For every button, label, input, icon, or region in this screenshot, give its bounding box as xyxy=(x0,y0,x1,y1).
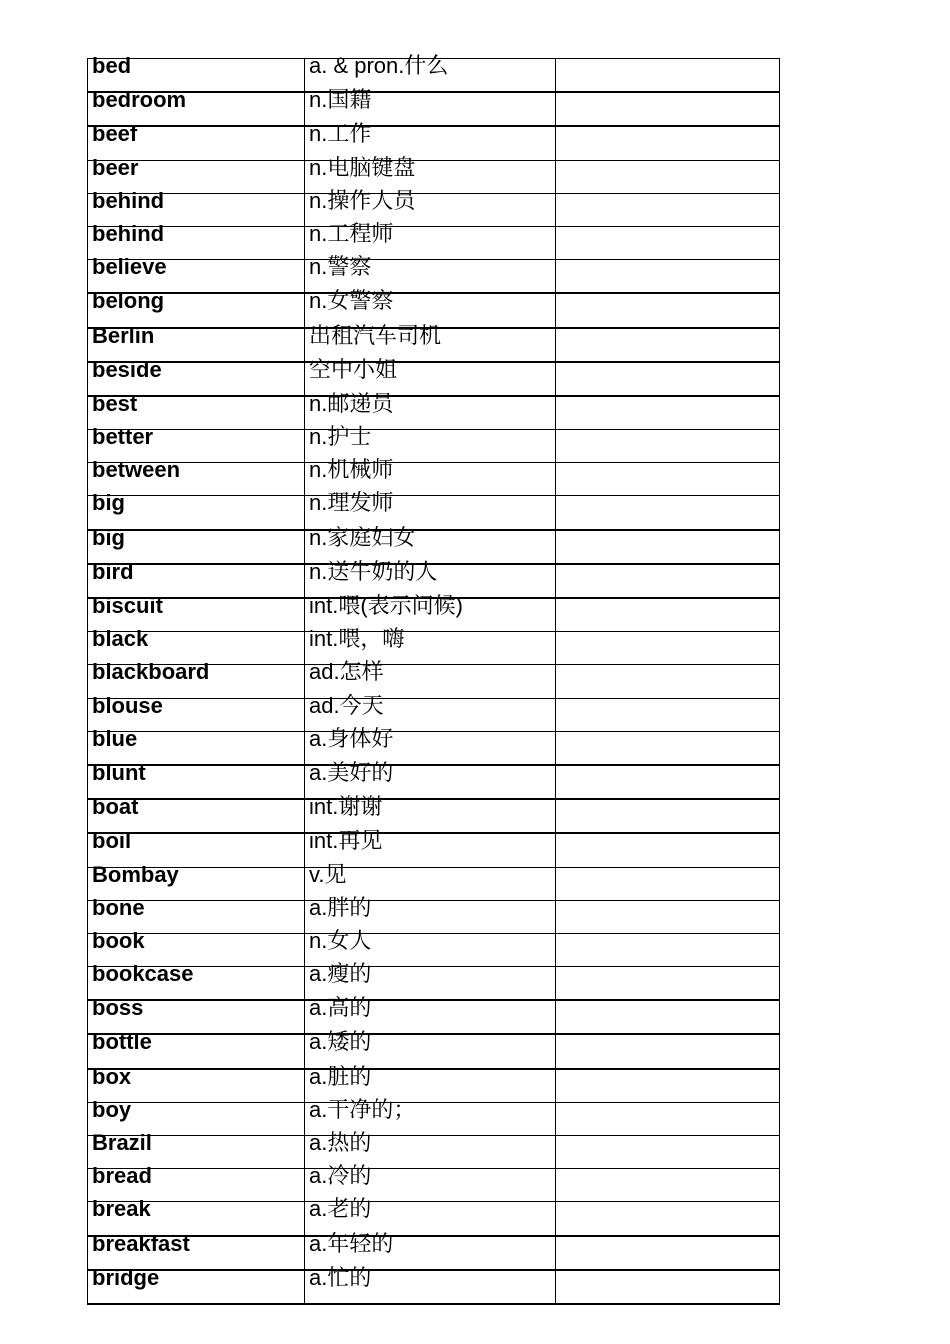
meaning-text: a.瘦的 xyxy=(309,961,372,987)
meaning-text: n.国籍 xyxy=(309,87,372,113)
meaning-text: n.送牛奶的人 xyxy=(309,558,438,584)
meaning-text: n.机械师 xyxy=(309,457,394,483)
blank-cell xyxy=(556,92,780,126)
table-row xyxy=(88,833,780,867)
blank-cell xyxy=(556,193,780,226)
blank-cell xyxy=(556,530,780,564)
table-row xyxy=(88,126,780,160)
table-row xyxy=(88,731,780,765)
blank-cell xyxy=(556,967,780,1001)
meaning-text: 空中小姐 xyxy=(309,356,398,382)
meaning-text: a.年轻的 xyxy=(309,1230,394,1256)
table-row xyxy=(88,1169,780,1202)
blank-cell xyxy=(556,799,780,833)
word-text: bread xyxy=(92,1163,152,1189)
table-row xyxy=(88,598,780,632)
blank-cell xyxy=(556,293,780,327)
table-row xyxy=(88,463,780,496)
word-text: Bombay xyxy=(92,861,179,887)
blank-cell xyxy=(556,1136,780,1169)
meaning-text: n.女人 xyxy=(309,927,372,953)
table-row xyxy=(88,799,780,833)
meaning-text: n.邮递员 xyxy=(309,390,394,416)
word-text: bedroom xyxy=(92,87,187,113)
table-row xyxy=(88,1034,780,1068)
blank-cell xyxy=(556,463,780,496)
meaning-text: int.喂，嗨 xyxy=(309,626,405,652)
meaning-text: int.谢谢 xyxy=(309,794,383,820)
meaning-text: a.老的 xyxy=(309,1196,372,1222)
word-text: better xyxy=(92,424,154,450)
blank-cell xyxy=(556,126,780,160)
table-row xyxy=(88,1202,780,1236)
table-row xyxy=(88,967,780,1001)
word-text: boy xyxy=(92,1096,132,1122)
word-text: Brazil xyxy=(92,1130,152,1155)
meaning-text: 出租汽车司机 xyxy=(309,322,442,348)
word-text: bed xyxy=(92,53,132,78)
meaning-text: n.家庭妇女 xyxy=(309,524,416,550)
blank-cell xyxy=(556,900,780,933)
meaning-text: a.干净的； xyxy=(309,1096,416,1122)
table-row xyxy=(88,1270,780,1304)
meaning-text: a.胖的 xyxy=(309,894,372,920)
word-text: between xyxy=(92,457,181,483)
table-row xyxy=(88,362,780,396)
word-text: beside xyxy=(92,356,162,382)
word-text: boat xyxy=(92,794,139,820)
table-row xyxy=(88,1069,780,1103)
word-text: boss xyxy=(92,995,144,1021)
word-text: big xyxy=(92,490,125,516)
blank-cell xyxy=(556,260,780,294)
word-text: big xyxy=(92,524,125,550)
word-text: break xyxy=(92,1196,151,1222)
blank-cell xyxy=(556,731,780,765)
blank-cell xyxy=(556,1236,780,1270)
word-text: best xyxy=(92,390,138,416)
blank-cell xyxy=(556,226,780,259)
blank-cell xyxy=(556,59,780,93)
vocabulary-table-body xyxy=(88,53,780,1304)
table-row xyxy=(88,1136,780,1169)
blank-cell xyxy=(556,362,780,396)
table-row xyxy=(88,698,780,731)
word-text: black xyxy=(92,626,149,652)
word-text: beer xyxy=(92,154,139,180)
table-row xyxy=(88,396,780,430)
meaning-text: ad.今天 xyxy=(309,692,384,718)
word-text: bottle xyxy=(92,1029,152,1055)
meaning-text: n.电脑键盘 xyxy=(309,154,416,180)
word-text: behind xyxy=(92,187,165,213)
table-row xyxy=(88,867,780,900)
blank-cell xyxy=(556,564,780,598)
blank-cell xyxy=(556,632,780,665)
table-row xyxy=(88,1236,780,1270)
blank-cell xyxy=(556,665,780,698)
blank-cell xyxy=(556,430,780,463)
meaning-text: n.操作人员 xyxy=(309,187,416,213)
blank-cell xyxy=(556,867,780,900)
blank-cell xyxy=(556,698,780,731)
word-text: believe xyxy=(92,254,167,280)
blank-cell xyxy=(556,765,780,799)
meaning-text: v.见 xyxy=(309,861,347,887)
table-row xyxy=(88,193,780,226)
blank-cell xyxy=(556,598,780,632)
word-text: bird xyxy=(92,558,134,584)
meaning-text: a.忙的 xyxy=(309,1264,372,1290)
meaning-text: a.脏的 xyxy=(309,1063,372,1089)
blank-cell xyxy=(556,1270,780,1304)
blank-cell xyxy=(556,1000,780,1034)
blank-cell xyxy=(556,160,780,193)
word-text: bone xyxy=(92,894,145,920)
blank-cell xyxy=(556,1202,780,1236)
meaning-text: int.喂(表示问候) xyxy=(309,593,464,618)
vocabulary-table xyxy=(87,53,780,1305)
word-text: biscuit xyxy=(92,593,163,618)
table-row xyxy=(88,59,780,93)
table-row xyxy=(88,665,780,698)
blank-cell xyxy=(556,1034,780,1068)
meaning-text: a.矮的 xyxy=(309,1029,372,1055)
word-text: bridge xyxy=(92,1264,160,1290)
blank-cell xyxy=(556,1102,780,1135)
meaning-text: a.身体好 xyxy=(309,725,394,751)
word-text: blackboard xyxy=(92,659,210,685)
blank-cell xyxy=(556,496,780,530)
word-text: bookcase xyxy=(92,961,194,987)
table-row xyxy=(88,226,780,259)
meaning-cell xyxy=(305,1264,556,1304)
word-cell xyxy=(88,1264,305,1304)
word-text: Berlin xyxy=(92,322,155,348)
table-row xyxy=(88,496,780,530)
meaning-text: n.理发师 xyxy=(309,490,394,516)
table-row xyxy=(88,1000,780,1034)
table-row xyxy=(88,900,780,933)
meaning-text: a.热的 xyxy=(309,1130,372,1155)
table-row xyxy=(88,1102,780,1135)
meaning-text: n.护士 xyxy=(309,424,372,450)
table-row xyxy=(88,260,780,294)
meaning-text: n.警察 xyxy=(309,254,372,280)
blank-cell xyxy=(556,833,780,867)
table-row xyxy=(88,160,780,193)
table-row xyxy=(88,765,780,799)
meaning-text: ad.怎样 xyxy=(309,659,384,685)
blank-cell xyxy=(556,328,780,362)
meaning-text: a.美好的 xyxy=(309,759,394,785)
meaning-text: n.女警察 xyxy=(309,288,394,314)
word-text: behind xyxy=(92,220,165,246)
word-text: book xyxy=(92,927,145,953)
table-row xyxy=(88,430,780,463)
word-text: beef xyxy=(92,121,138,147)
word-text: box xyxy=(92,1063,132,1089)
meaning-text: a. & pron.什么 xyxy=(309,53,449,78)
blank-cell xyxy=(556,1169,780,1202)
meaning-text: int.再见 xyxy=(309,828,383,854)
blank-cell xyxy=(556,396,780,430)
word-text: boil xyxy=(92,828,132,854)
meaning-text: a.高的 xyxy=(309,995,372,1021)
word-text: belong xyxy=(92,288,165,314)
word-text: blue xyxy=(92,725,138,751)
word-text: blunt xyxy=(92,759,146,785)
blank-cell xyxy=(556,933,780,966)
blank-cell xyxy=(556,1069,780,1103)
table-row xyxy=(88,92,780,126)
word-text: blouse xyxy=(92,692,163,718)
meaning-text: a.冷的 xyxy=(309,1163,372,1189)
word-text: breakfast xyxy=(92,1230,190,1256)
meaning-text: n.工作 xyxy=(309,121,372,147)
table-row xyxy=(88,328,780,362)
meaning-text: n.工程师 xyxy=(309,220,394,246)
